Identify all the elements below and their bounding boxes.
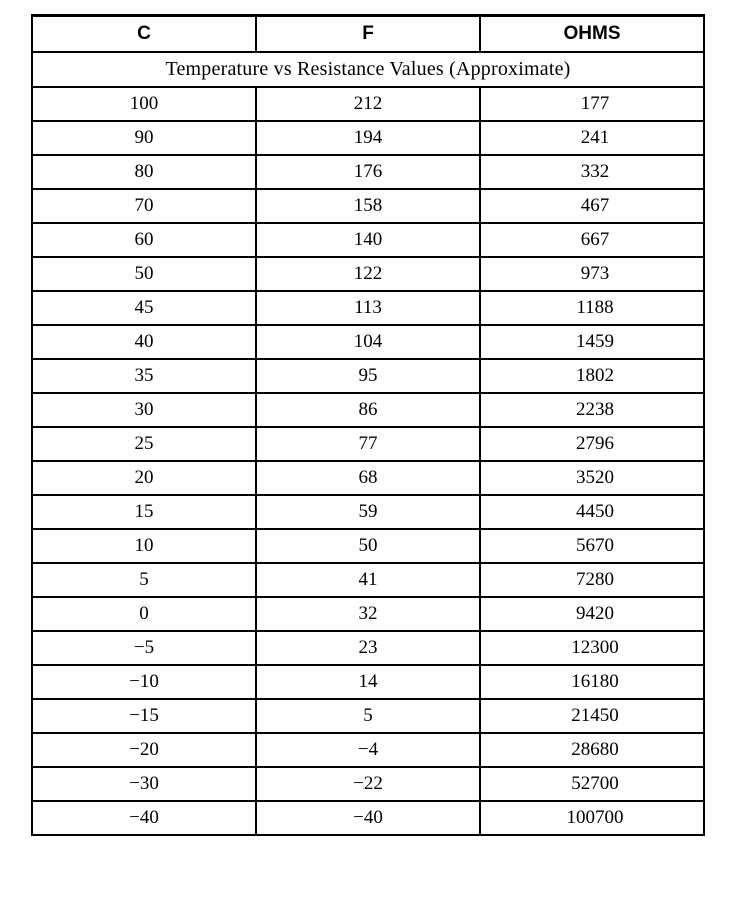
cell-fahrenheit: 104	[256, 325, 480, 359]
column-header-fahrenheit: F	[256, 16, 480, 53]
table-row	[32, 699, 704, 733]
table-row	[32, 393, 704, 427]
table-row	[32, 189, 704, 223]
cell-celsius: 30	[32, 393, 256, 427]
cell-celsius: 90	[32, 121, 256, 155]
cell-ohms: 2238	[480, 393, 704, 427]
cell-fahrenheit: −40	[256, 801, 480, 835]
table-row	[32, 223, 704, 257]
cell-fahrenheit: 113	[256, 291, 480, 325]
cell-ohms: 21450	[480, 699, 704, 733]
cell-fahrenheit: 5	[256, 699, 480, 733]
cell-ohms: 3520	[480, 461, 704, 495]
cell-ohms: 4450	[480, 495, 704, 529]
cell-celsius: −5	[32, 631, 256, 665]
cell-fahrenheit: 59	[256, 495, 480, 529]
cell-ohms: 7280	[480, 563, 704, 597]
cell-fahrenheit: 77	[256, 427, 480, 461]
cell-celsius: −40	[32, 801, 256, 835]
table-row	[32, 257, 704, 291]
table-row	[32, 325, 704, 359]
cell-fahrenheit: −22	[256, 767, 480, 801]
cell-fahrenheit: −4	[256, 733, 480, 767]
cell-celsius: 70	[32, 189, 256, 223]
cell-ohms: 12300	[480, 631, 704, 665]
cell-celsius: 10	[32, 529, 256, 563]
cell-fahrenheit: 212	[256, 87, 480, 121]
table-row	[32, 121, 704, 155]
cell-celsius: 45	[32, 291, 256, 325]
cell-celsius: 40	[32, 325, 256, 359]
cell-celsius: 5	[32, 563, 256, 597]
cell-celsius: 35	[32, 359, 256, 393]
cell-ohms: 1802	[480, 359, 704, 393]
table-row	[32, 495, 704, 529]
cell-fahrenheit: 86	[256, 393, 480, 427]
table-row	[32, 597, 704, 631]
cell-celsius: −20	[32, 733, 256, 767]
cell-ohms: 2796	[480, 427, 704, 461]
cell-ohms: 241	[480, 121, 704, 155]
table-row	[32, 665, 704, 699]
temperature-resistance-table	[31, 14, 705, 836]
cell-ohms: 16180	[480, 665, 704, 699]
cell-fahrenheit: 122	[256, 257, 480, 291]
cell-fahrenheit: 32	[256, 597, 480, 631]
cell-fahrenheit: 158	[256, 189, 480, 223]
cell-fahrenheit: 140	[256, 223, 480, 257]
table-row	[32, 155, 704, 189]
cell-ohms: 467	[480, 189, 704, 223]
cell-ohms: 332	[480, 155, 704, 189]
table-row	[32, 767, 704, 801]
cell-ohms: 1459	[480, 325, 704, 359]
cell-fahrenheit: 50	[256, 529, 480, 563]
cell-celsius: −10	[32, 665, 256, 699]
cell-celsius: 20	[32, 461, 256, 495]
cell-fahrenheit: 68	[256, 461, 480, 495]
cell-ohms: 177	[480, 87, 704, 121]
table-row	[32, 801, 704, 835]
cell-fahrenheit: 176	[256, 155, 480, 189]
cell-fahrenheit: 41	[256, 563, 480, 597]
table-row	[32, 359, 704, 393]
table-caption: Temperature vs Resistance Values (Approximate)	[32, 52, 704, 87]
header-row	[32, 16, 704, 53]
table-row	[32, 87, 704, 121]
table-row	[32, 733, 704, 767]
cell-celsius: 15	[32, 495, 256, 529]
table-row	[32, 563, 704, 597]
cell-celsius: 80	[32, 155, 256, 189]
cell-celsius: 25	[32, 427, 256, 461]
cell-celsius: −15	[32, 699, 256, 733]
cell-fahrenheit: 194	[256, 121, 480, 155]
cell-celsius: 50	[32, 257, 256, 291]
table-row	[32, 427, 704, 461]
cell-ohms: 100700	[480, 801, 704, 835]
table-row	[32, 461, 704, 495]
cell-fahrenheit: 23	[256, 631, 480, 665]
cell-ohms: 1188	[480, 291, 704, 325]
column-header-ohms: OHMS	[480, 16, 704, 53]
cell-ohms: 52700	[480, 767, 704, 801]
table-row	[32, 631, 704, 665]
cell-celsius: 100	[32, 87, 256, 121]
cell-fahrenheit: 95	[256, 359, 480, 393]
cell-ohms: 5670	[480, 529, 704, 563]
cell-celsius: −30	[32, 767, 256, 801]
cell-celsius: 0	[32, 597, 256, 631]
caption-row	[32, 52, 704, 87]
cell-fahrenheit: 14	[256, 665, 480, 699]
cell-ohms: 973	[480, 257, 704, 291]
cell-ohms: 667	[480, 223, 704, 257]
cell-ohms: 9420	[480, 597, 704, 631]
cell-celsius: 60	[32, 223, 256, 257]
table-row	[32, 529, 704, 563]
table-row	[32, 291, 704, 325]
table-body	[32, 52, 704, 835]
column-header-celsius: C	[32, 16, 256, 53]
cell-ohms: 28680	[480, 733, 704, 767]
